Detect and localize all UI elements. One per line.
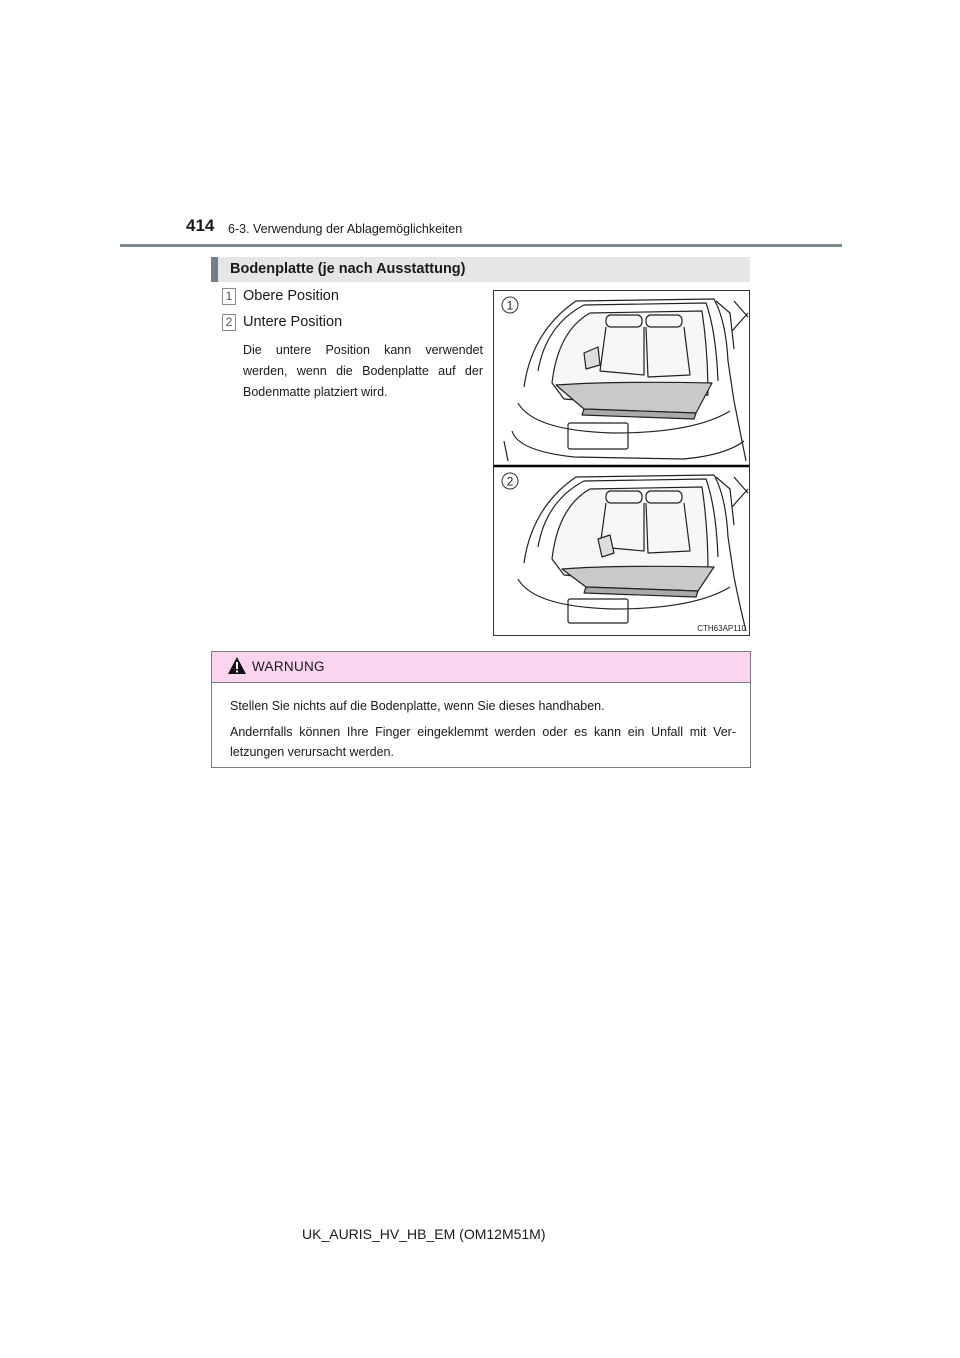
warning-paragraph: Stellen Sie nichts auf die Bodenplatte, wenn Sie dieses handhaben. (230, 699, 605, 713)
floor-board-illustration (493, 290, 750, 636)
manual-code-footer: UK_AURIS_HV_HB_EM (OM12M51M) (302, 1226, 546, 1242)
item-number-2: 2 (222, 314, 236, 331)
item-label-upper-position: Obere Position (243, 288, 339, 304)
warning-box (211, 651, 751, 768)
warning-title: WARNUNG (252, 659, 325, 674)
figure-callout-1: 1 (506, 298, 514, 313)
header-divider (120, 244, 842, 247)
warning-paragraph: Andernfalls können Ihre Finger eingeklemmt werden oder es kann ein Unfall mit Ver-letzungen verursacht werden. (230, 725, 736, 759)
item-number-1: 1 (222, 288, 236, 305)
body-text: Die untere Position kann verwendet werden, wenn die Bodenplatte auf der Bodenmatte platziert wird. (243, 343, 483, 399)
section-heading (211, 257, 750, 282)
figure-callout-2: 2 (506, 474, 514, 489)
luggage-compartment-drawing (494, 291, 749, 635)
breadcrumb: 6-3. Verwendung der Ablagemöglichkeiten (228, 222, 463, 236)
item-label-lower-position: Untere Position (243, 314, 343, 330)
figure-code: CTH63AP110 (697, 624, 746, 633)
warning-header (212, 652, 750, 683)
section-title: Bodenplatte (je nach Ausstattung) (230, 261, 466, 277)
page-number: 414 (186, 216, 215, 235)
warning-body (230, 696, 736, 768)
warning-triangle-icon (227, 656, 247, 675)
